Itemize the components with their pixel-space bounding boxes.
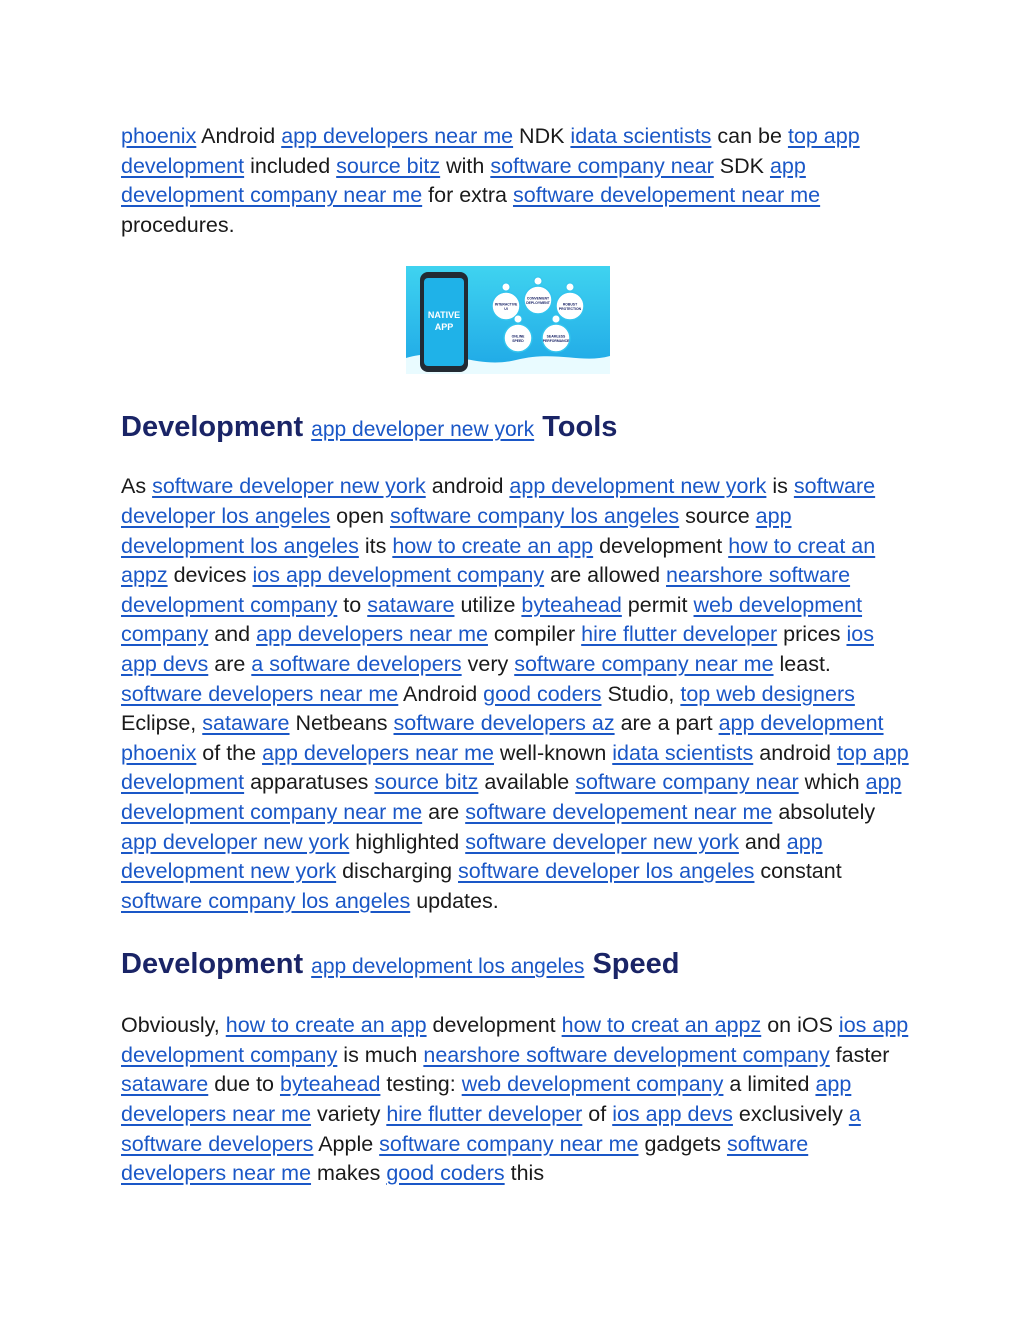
phone-label-line-2: APP [434,322,454,333]
feature-dot-icon [566,283,574,291]
paragraph-text: As [121,474,153,499]
feature-bubble-label: PROTECTION [558,307,582,312]
feature-dot-icon [552,315,560,323]
inline-link[interactable]: app development company near me [121,153,806,208]
inline-link[interactable]: a software developers [121,1102,861,1156]
inline-link[interactable]: ios app development company [252,563,545,588]
heading-tools-lead: Development [121,411,304,444]
inline-link[interactable]: software developement near me [512,183,821,208]
inline-link[interactable]: app development new york [121,829,823,884]
paragraph-text: Android [196,124,282,148]
paragraph-text: included [244,153,337,178]
paragraph-text: very [461,651,515,676]
inline-link[interactable]: ios app development company [121,1013,909,1067]
inline-link[interactable]: sataware [367,592,455,617]
paragraph-text: android [753,740,837,765]
document-content [121,122,911,1189]
inline-link[interactable]: how to create an app [225,1013,427,1038]
paragraph-text: and [738,829,787,854]
paragraph-text: utilize [454,592,522,617]
paragraph-text: to [337,592,368,617]
paragraph-text: can be [711,124,788,148]
paragraph-text: faster [829,1042,890,1067]
inline-link[interactable]: app development new york [509,474,767,499]
paragraph-text: procedures. [121,212,235,237]
paragraph-text: variety [311,1102,387,1127]
feature-bubble-label: CONVENIENT [526,296,550,301]
inline-link[interactable]: hire flutter developer [386,1102,583,1127]
heading-tools-link[interactable]: app developer new york [311,418,535,442]
paragraph-text: absolutely [772,799,876,824]
feature-bubble-label: SPEED [512,339,524,344]
paragraph-text: open [330,503,390,528]
inline-link[interactable]: app developers near me [256,622,488,647]
heading-speed [121,946,911,985]
paragraph-text: gadgets [638,1131,727,1156]
paragraph-text: on iOS [761,1013,839,1038]
inline-link[interactable]: nearshore software development company [423,1042,830,1067]
inline-link[interactable]: ios app devs [121,622,874,676]
paragraph-text: Netbeans [289,711,394,736]
inline-link[interactable]: byteahead [521,592,622,617]
inline-link[interactable]: software developer new york [465,829,739,854]
heading-speed-lead: Development [121,948,304,981]
inline-link[interactable]: source bitz [336,153,441,178]
paragraph-text: Android [398,681,484,706]
inline-link[interactable]: good coders [483,681,602,706]
paragraph-intro [121,122,911,240]
inline-link[interactable]: a software developers [251,651,462,676]
inline-link[interactable]: byteahead [279,1072,381,1097]
native-app-illustration [406,266,610,374]
paragraph-text: SDK [713,153,770,178]
paragraph-text: Studio, [601,681,681,706]
inline-link[interactable]: source bitz [374,770,479,795]
paragraph-text: permit [621,592,694,617]
inline-link[interactable]: hire flutter developer [581,622,778,647]
paragraph-text: is [766,474,794,499]
inline-link[interactable]: app development company near me [121,770,902,824]
heading-tools-tail: Tools [542,411,618,444]
inline-link[interactable]: software company near me [514,651,774,676]
paragraph-text: NDK [513,124,571,148]
inline-link[interactable]: top app development [121,124,860,178]
inline-link[interactable]: software developers near me [121,1131,809,1186]
paragraph-text: this [504,1161,545,1186]
paragraph-text: prices [777,622,847,647]
feature-bubble-label: ROBUST [562,302,578,307]
paragraph-speed [121,1011,911,1189]
paragraph-text: Apple [313,1131,380,1156]
paragraph-text: testing: [380,1072,462,1097]
inline-link[interactable]: good coders [386,1161,505,1186]
inline-link[interactable]: sataware [202,711,290,736]
paragraph-text: which [798,770,866,795]
paragraph-text: Eclipse, [121,711,203,736]
paragraph-text: are [422,799,466,824]
paragraph-text: are allowed [544,563,667,588]
feature-bubble-label: INTERACTIVE [494,302,518,307]
inline-link[interactable]: web development company [121,592,863,647]
feature-bubble-label: ONLINE [511,334,525,339]
inline-link[interactable]: software company near [490,153,714,178]
phone-label-line-1: NATIVE [427,310,461,321]
inline-link[interactable]: sataware [121,1072,209,1097]
paragraph-text: highlighted [349,829,466,854]
paragraph-text: Obviously, [121,1013,226,1038]
paragraph-text: of [582,1102,613,1127]
inline-link[interactable]: app development los angeles [121,503,792,558]
inline-link[interactable]: software company near [575,770,799,795]
inline-link[interactable]: software developement near me [465,799,773,824]
paragraph-text: source [679,503,756,528]
paragraph-text: development [593,533,729,558]
inline-link[interactable]: software developer new york [152,474,426,499]
inline-link[interactable]: software company near me [379,1131,639,1156]
paragraph-text: and [208,622,257,647]
inline-link[interactable]: idata scientists [570,124,712,148]
paragraph-text: due to [208,1072,280,1097]
paragraph-text: devices [167,563,253,588]
paragraph-text: with [440,153,491,178]
paragraph-text: is much [337,1042,424,1067]
feature-bubble-label: PERFORMANCE [542,339,570,344]
inline-link[interactable]: software developers near me [121,681,399,706]
inline-link[interactable]: software developers az [393,711,615,736]
inline-link[interactable]: how to creat an appz [121,533,876,588]
paragraph-text: updates. [410,888,499,913]
feature-bubble-label: UI [504,307,508,312]
paragraph-text: are a part [614,711,719,736]
inline-link[interactable]: top app development [121,740,909,795]
heading-speed-link[interactable]: app development los angeles [311,955,585,979]
paragraph-text: a limited [723,1072,816,1097]
inline-link[interactable]: software company los angeles [389,503,680,528]
feature-dot-icon [502,283,510,291]
feature-dot-icon [514,315,522,323]
paragraph-text: android [425,474,510,499]
paragraph-text: discharging [336,859,459,884]
paragraph-text: exclusively [732,1102,849,1127]
inline-link[interactable]: software developer los angeles [458,859,755,884]
paragraph-text: constant [754,859,842,884]
inline-link[interactable]: software developer los angeles [121,474,876,528]
paragraph-text: well-known [493,740,613,765]
paragraph-text: compiler [487,622,582,647]
paragraph-text: least. [773,651,831,676]
inline-link[interactable]: how to creat an appz [561,1013,762,1038]
inline-link[interactable]: phoenix [121,124,197,148]
paragraph-text: are [208,651,252,676]
inline-link[interactable]: app developer new york [121,829,350,854]
inline-link[interactable]: app developers near me [281,124,514,148]
inline-link[interactable]: nearshore software development company [121,563,851,617]
feature-bubble-label: DEPLOYMENT [526,301,550,306]
paragraph-text: of the [196,740,263,765]
paragraph-text: its [358,533,393,558]
paragraph-text: apparatuses [244,770,375,795]
inline-link[interactable]: software company los angeles [121,888,411,913]
heading-tools [121,409,911,448]
paragraph-text: for extra [422,183,513,208]
paragraph-tools [121,472,911,916]
inline-link[interactable]: app developers near me [262,740,494,765]
inline-link[interactable]: app development phoenix [121,711,884,765]
feature-dot-icon [534,277,542,285]
inline-link[interactable]: top web designers [680,681,855,706]
paragraph-text: development [426,1013,562,1038]
paragraph-text: available [478,770,576,795]
inline-link[interactable]: idata scientists [612,740,754,765]
inline-link[interactable]: ios app devs [612,1102,733,1127]
feature-bubble-label: SEAMLESS [546,334,566,339]
inline-link[interactable]: how to create an app [392,533,594,558]
inline-link[interactable]: web development company [461,1072,724,1097]
inline-link[interactable]: app developers near me [121,1072,852,1127]
paragraph-text: makes [311,1161,387,1186]
heading-speed-tail: Speed [592,948,680,981]
